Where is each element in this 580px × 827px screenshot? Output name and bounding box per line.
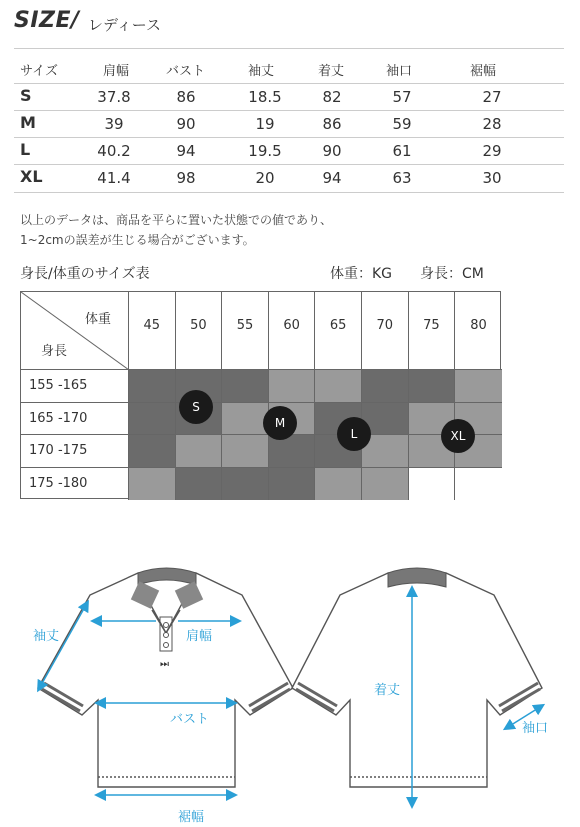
col-header-size: サイズ: [20, 64, 58, 79]
height-header-cell: [21, 370, 129, 403]
height-header-cell: [21, 403, 129, 436]
weight-header-cell: [222, 292, 269, 370]
table-cell: 29: [482, 142, 502, 160]
col-header-shoulder: 肩幅: [103, 64, 130, 79]
note-line-1: 以上のデータは、商品を平らに置いた状態での値であり、: [20, 213, 333, 227]
weight-label: 55: [236, 318, 254, 333]
table-cell: 59: [392, 115, 412, 133]
cuff-label: 袖口: [522, 721, 549, 736]
divider: [14, 164, 564, 165]
weight-header-cell: [315, 292, 362, 370]
length-label: 着丈: [374, 683, 401, 698]
row-label: S: [20, 86, 32, 105]
table-cell: 94: [176, 142, 196, 160]
height-label: 155 -165: [29, 378, 88, 393]
size-grid-cell: [129, 370, 176, 403]
size-grid-cell: [129, 435, 176, 468]
table-cell: 86: [176, 88, 196, 106]
weight-header-cell: [455, 292, 502, 370]
weight-label: 70: [376, 318, 394, 333]
size-marker: M: [263, 406, 297, 440]
hem-label: 裾幅: [178, 810, 205, 825]
size-grid-cell: [269, 468, 316, 501]
size-grid-cell: [269, 435, 316, 468]
table-cell: 27: [482, 88, 502, 106]
size-grid-cell: [222, 403, 269, 436]
size-grid-cell: [269, 370, 316, 403]
table-cell: 41.4: [97, 169, 131, 187]
size-grid-cell: [409, 468, 456, 501]
size-grid-cell: [129, 403, 176, 436]
size-grid-cell: [222, 468, 269, 501]
height-unit-label: 身長：CM: [420, 266, 484, 282]
size-marker: L: [337, 417, 371, 451]
divider: [14, 83, 564, 84]
front-shirt-outline: [38, 573, 293, 787]
height-label: 165 -170: [29, 410, 88, 426]
divider: [14, 137, 564, 138]
table-cell: 98: [176, 169, 196, 187]
col-header-cuff: 袖口: [386, 64, 413, 79]
table-cell: 63: [392, 169, 412, 187]
table-cell: 28: [482, 115, 502, 133]
weight-label: 80: [470, 318, 487, 333]
page-subtitle: レディース: [88, 16, 162, 34]
divider: [14, 48, 564, 49]
col-header-sleeve: 袖丈: [248, 64, 275, 79]
col-header-bust: バスト: [166, 64, 206, 79]
col-header-hem: 裾幅: [470, 64, 497, 79]
table-cell: 86: [322, 115, 342, 133]
weight-header-cell: [362, 292, 409, 370]
weight-label: 60: [283, 318, 300, 333]
garment-diagram: [0, 555, 580, 827]
page-title: SIZE/: [14, 8, 80, 33]
table-cell: 30: [482, 169, 502, 187]
table-cell: 57: [392, 88, 412, 106]
col-header-length: 着丈: [318, 64, 345, 79]
table-cell: 20: [255, 169, 275, 187]
corner-weight-label: 体重: [85, 312, 112, 327]
table-cell: 37.8: [97, 88, 131, 106]
height-label: 170 -175: [29, 443, 88, 458]
back-shirt-outline: [292, 573, 542, 787]
corner-height-label: 身長: [41, 344, 68, 359]
size-grid-cell: [455, 468, 502, 501]
shoulder-label: 肩幅: [186, 629, 213, 644]
logo-icon: ⏭: [160, 659, 169, 670]
size-marker: S: [179, 390, 213, 424]
table-cell: 90: [176, 115, 196, 133]
note-line-2: 1~2cmの誤差が生じる場合がございます。: [20, 233, 255, 247]
size-chart-grid: [20, 291, 501, 499]
weight-header-cell: [129, 292, 176, 370]
table-cell: 18.5: [248, 88, 282, 106]
weight-label: 45: [143, 318, 161, 333]
weight-header-cell: [269, 292, 316, 370]
height-header-cell: [21, 468, 129, 501]
weight-header-cell: [176, 292, 223, 370]
row-label: M: [20, 113, 36, 132]
size-grid-cell: [222, 435, 269, 468]
size-grid-cell: [315, 370, 362, 403]
height-label: 175 -180: [29, 475, 88, 491]
size-grid-cell: [362, 468, 409, 501]
table-cell: 82: [322, 88, 342, 106]
table-cell: 94: [322, 169, 342, 187]
weight-header-cell: [409, 292, 456, 370]
weight-unit-label: 体重：KG: [330, 266, 393, 282]
grid-title: 身長/体重のサイズ表: [20, 266, 150, 282]
size-grid-cell: [129, 468, 176, 501]
height-header-cell: [21, 435, 129, 468]
table-cell: 19.5: [248, 142, 282, 160]
weight-label: 50: [190, 318, 207, 333]
size-grid-cell: [176, 468, 223, 501]
corner-diagonal: [21, 292, 129, 370]
row-label: XL: [20, 167, 43, 186]
weight-label: 65: [329, 318, 347, 333]
row-label: L: [20, 140, 31, 159]
divider: [14, 110, 564, 111]
size-marker: XL: [441, 419, 475, 453]
table-cell: 19: [255, 115, 275, 133]
size-grid-cell: [315, 468, 362, 501]
weight-label: 75: [423, 318, 440, 333]
bust-label: バスト: [170, 712, 210, 727]
table-cell: 39: [104, 115, 124, 133]
sleeve-length-label: 袖丈: [33, 629, 60, 644]
table-cell: 61: [392, 142, 412, 160]
size-grid-cell: [222, 370, 269, 403]
table-cell: 90: [322, 142, 342, 160]
size-grid-cell: [409, 370, 456, 403]
size-grid-cell: [455, 370, 502, 403]
size-grid-cell: [176, 435, 223, 468]
divider: [14, 192, 564, 193]
size-grid-cell: [362, 370, 409, 403]
table-cell: 40.2: [97, 142, 131, 160]
